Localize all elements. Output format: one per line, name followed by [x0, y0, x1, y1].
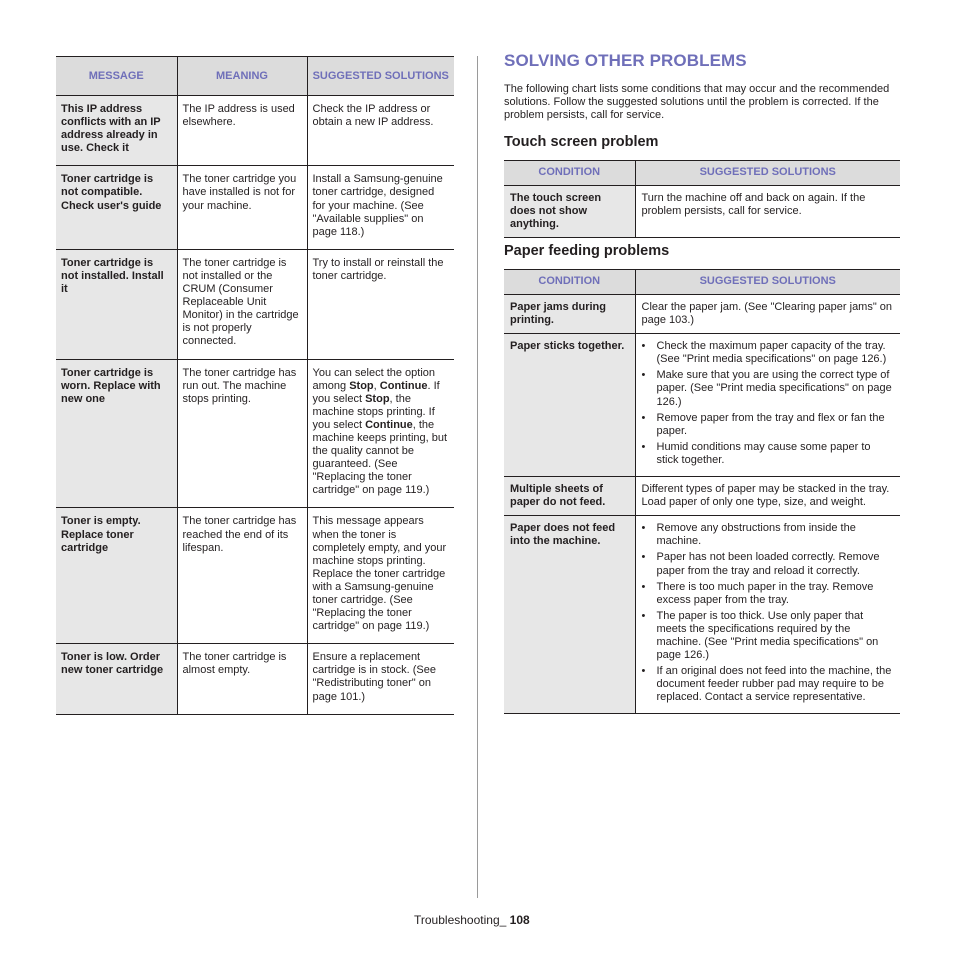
column-header-meaning: MEANING — [177, 57, 307, 96]
solution-cell: Install a Samsung-genuine toner cartridge, designed for your machine. (See "Available supplies" on page 118.) — [307, 166, 454, 249]
list-item: • Check the maximum paper capacity of the tray. (See "Print media specifications" on page 126.) — [642, 340, 895, 366]
table-row — [504, 334, 900, 477]
meaning-cell: The IP address is used elsewhere. — [177, 96, 307, 166]
solution-cell — [635, 516, 900, 714]
solution-text: . If you select — [312, 379, 440, 405]
message-table — [56, 56, 454, 715]
page-footer — [414, 913, 530, 927]
bullet-list — [642, 340, 895, 467]
option-stop: Stop — [349, 379, 374, 392]
solution-cell: Turn the machine off and back on again. If the problem persists, call for service. — [635, 186, 900, 238]
option-stop: Stop — [365, 392, 390, 405]
list-item: • There is too much paper in the tray. Remove excess paper from the tray. — [642, 581, 895, 607]
meaning-cell: The toner cartridge has reached the end of its lifespan. — [177, 508, 307, 644]
table-row — [504, 477, 900, 516]
solution-cell: Try to install or reinstall the toner cartridge. — [307, 249, 454, 359]
column-header-condition: CONDITION — [504, 270, 635, 295]
condition-cell: Multiple sheets of paper do not feed. — [504, 477, 635, 516]
touch-screen-table-header — [504, 161, 900, 186]
paper-feeding-heading: Paper feeding problems — [504, 243, 670, 259]
column-header-suggested-solutions: SUGGESTED SOLUTIONS — [635, 270, 900, 295]
intro-paragraph: The following chart lists some conditions that may occur and the recommended solutions. Follow the suggested solutions until the problem is corrected. If the problem persists, call for service. — [504, 83, 890, 122]
list-item: • Humid conditions may cause some paper to stick together. — [642, 441, 895, 467]
table-row — [56, 644, 454, 714]
meaning-cell: The toner cartridge is almost empty. — [177, 644, 307, 714]
message-cell: Toner cartridge is not compatible. Check user's guide — [56, 166, 177, 249]
paper-feeding-table — [504, 269, 900, 714]
table-row — [504, 186, 900, 238]
message-cell: Toner cartridge is worn. Replace with new one — [56, 359, 177, 508]
table-row — [504, 295, 900, 334]
list-item: • Make sure that you are using the correct type of paper. (See "Print media specifications" on page 126.) — [642, 369, 895, 408]
solution-text: , the machine keeps printing, but the quality cannot be guaranteed. (See "Replacing the toner cartridge" on page 119.) — [312, 418, 448, 497]
column-header-suggested-solutions: SUGGESTED SOLUTIONS — [307, 57, 454, 96]
message-cell: This IP address conflicts with an IP address already in use. Check it — [56, 96, 177, 166]
page-number: 108 — [509, 913, 530, 927]
list-item: • Remove any obstructions from inside the machine. — [642, 522, 895, 548]
solution-cell: Check the IP address or obtain a new IP address. — [307, 96, 454, 166]
condition-cell: Paper does not feed into the machine. — [504, 516, 635, 714]
solution-cell — [635, 334, 900, 477]
solution-cell: This message appears when the toner is completely empty, and your machine stops printing. Replace the toner cartridge with a Samsung-genuine toner cartridge. (See "Replacing the toner cartridge" on page 119.) — [307, 508, 454, 644]
condition-cell: Paper sticks together. — [504, 334, 635, 477]
touch-screen-table — [504, 160, 900, 238]
list-item: • Paper has not been loaded correctly. Remove paper from the tray and reload it correctly. — [642, 551, 895, 577]
condition-cell: The touch screen does not show anything. — [504, 186, 635, 238]
solution-cell: Clear the paper jam. (See "Clearing paper jams" on page 103.) — [635, 295, 900, 334]
table-row — [56, 166, 454, 249]
footer-label: Troubleshooting_ — [414, 913, 507, 927]
column-header-message: MESSAGE — [56, 57, 177, 96]
table-row — [56, 249, 454, 359]
solution-cell — [307, 359, 454, 508]
table-row — [504, 516, 900, 714]
message-cell: Toner is empty. Replace toner cartridge — [56, 508, 177, 644]
solution-text: , the machine stops printing. If you select — [312, 392, 435, 431]
solution-text: You can select the option among — [312, 366, 436, 392]
column-divider — [477, 56, 478, 898]
section-title: SOLVING OTHER PROBLEMS — [504, 51, 747, 70]
message-cell: Toner cartridge is not installed. Install it — [56, 249, 177, 359]
option-continue: Continue — [379, 379, 428, 392]
option-continue: Continue — [365, 418, 413, 431]
meaning-cell: The toner cartridge you have installed is not for your machine. — [177, 166, 307, 249]
list-item: • Remove paper from the tray and flex or fan the paper. — [642, 412, 895, 438]
table-row — [56, 359, 454, 508]
message-table-header — [56, 57, 454, 96]
table-row — [56, 508, 454, 644]
column-header-suggested-solutions: SUGGESTED SOLUTIONS — [635, 161, 900, 186]
meaning-cell: The toner cartridge is not installed or the CRUM (Consumer Replaceable Unit Monitor) in the cartridge is not properly connected. — [177, 249, 307, 359]
bullet-list — [642, 522, 895, 704]
meaning-cell: The toner cartridge has run out. The machine stops printing. — [177, 359, 307, 508]
list-item: • The paper is too thick. Use only paper that meets the specifications required by the machine. (See "Print media specifications" on page 126.) — [642, 610, 895, 662]
column-header-condition: CONDITION — [504, 161, 635, 186]
solution-text: , — [373, 379, 380, 392]
condition-cell: Paper jams during printing. — [504, 295, 635, 334]
list-item: • If an original does not feed into the machine, the document feeder rubber pad may require to be replaced. Contact a service representative. — [642, 665, 895, 704]
solution-cell: Different types of paper may be stacked in the tray. Load paper of only one type, size, and weight. — [635, 477, 900, 516]
table-row — [56, 96, 454, 166]
message-cell: Toner is low. Order new toner cartridge — [56, 644, 177, 714]
paper-feeding-table-header — [504, 270, 900, 295]
touch-screen-heading: Touch screen problem — [504, 134, 659, 150]
solution-cell: Ensure a replacement cartridge is in stock. (See "Redistributing toner" on page 101.) — [307, 644, 454, 714]
